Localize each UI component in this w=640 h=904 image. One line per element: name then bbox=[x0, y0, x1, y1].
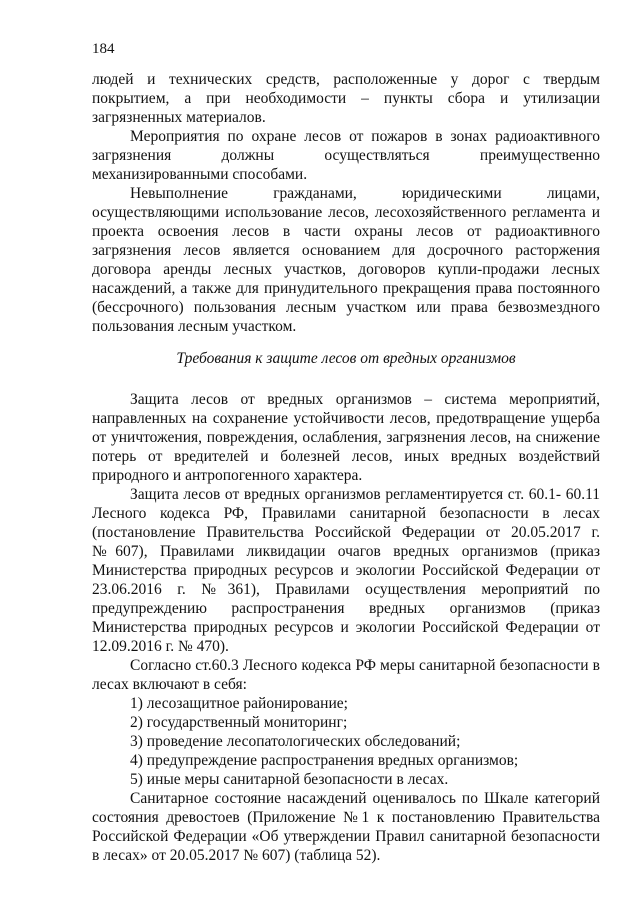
list-item: 3) проведение лесопатологических обследований; bbox=[130, 733, 461, 750]
paragraph: людей и технических средств, расположенные у дорог с твердым покрытием, а при необходимости – пункты сбора и утилизации загрязненных материалов. bbox=[92, 71, 600, 126]
paragraph: Согласно ст.60.3 Лесного кодекса РФ меры санитарной безопасности в лесах включают в себя: bbox=[92, 657, 600, 693]
section-heading: Требования к защите лесов от вредных организмов bbox=[176, 350, 516, 367]
paragraph: Защита лесов от вредных организмов – система мероприятий, направленных на сохранение устойчивости лесов, предотвращение ущерба от уничтожения, повреждения, ослабления, загрязнения лесов, на снижение потерь от вредителей и болезней лесов, иных вредных воздействий природного и антропогенного характера. bbox=[92, 391, 600, 484]
paragraph: Защита лесов от вредных организмов регламентируется ст. 60.1- 60.11 Лесного кодекса РФ, Правилами санитарной безопасности в лесах (постановление Правительства Российской Федерации от 20.05.2017 г. №607), Правилами ликвидации очагов вредных организмов (приказ Министерства природных ресурсов и экологии Российской Федерации от 23.06.2016 г. №361), Правилами осуществления мероприятий по предупреждению распространения вредных организмов (приказ Министерства природных ресурсов и экологии Российской Федерации от 12.09.2016 г. № 470). bbox=[92, 486, 600, 655]
list-item: 1) лесозащитное районирование; bbox=[130, 695, 348, 712]
list-item: 4) предупреждение распространения вредных организмов; bbox=[130, 752, 519, 769]
paragraph: Невыполнение гражданами, юридическими лицами, осуществляющими использование лесов, лесохозяйственного регламента и проекта освоения лесов в части охраны лесов от радиоактивного загрязнения лесов является основанием для досрочного расторжения договора аренды лесных участков, договоров купли-продажи лесных насаждений, а также для принудительного прекращения права постоянного (бессрочного) пользования лесным участком или права безвозмездного пользования лесным участком. bbox=[92, 185, 600, 335]
paragraph: Санитарное состояние насаждений оценивалось по Шкале категорий состояния древостоев (Приложение №1 к постановлению Правительства Российской Федерации «Об утверждении Правил санитарной безопасности в лесах» от 20.05.2017 № 607) (таблица 52). bbox=[92, 790, 600, 864]
list-item: 2) государственный мониторинг; bbox=[130, 714, 348, 731]
page-number: 184 bbox=[92, 41, 115, 57]
list-item: 5) иные меры санитарной безопасности в лесах. bbox=[130, 771, 449, 788]
paragraph: Мероприятия по охране лесов от пожаров в зонах радиоактивного загрязнения должны осуществляться преимущественно механизированными способами. bbox=[92, 128, 600, 183]
document-body bbox=[92, 70, 600, 865]
